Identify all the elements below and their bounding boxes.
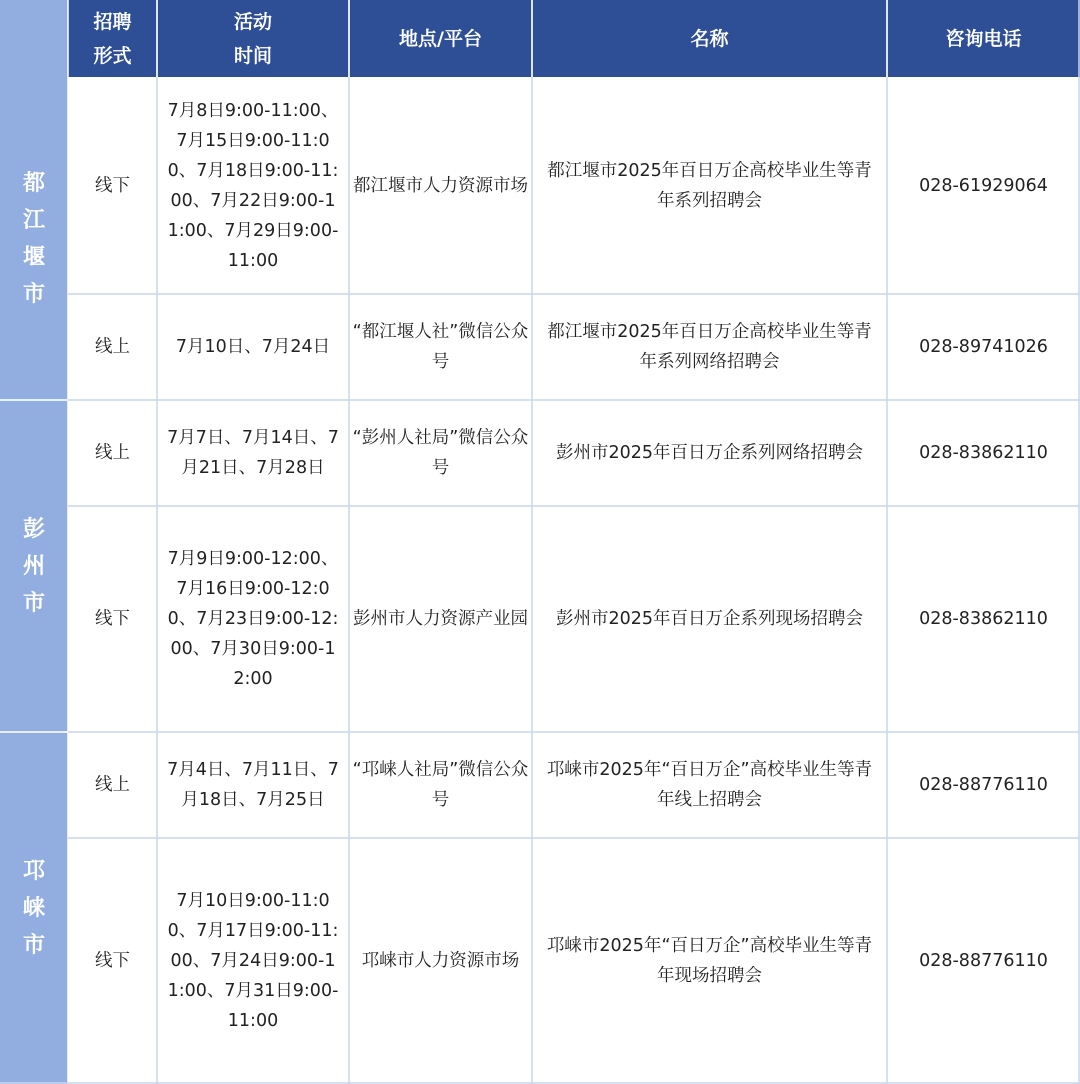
row-0-name: 都江堰市2025年百日万企高校毕业生等青年系列招聘会 [532, 77, 887, 294]
row-3-time: 7月9日9:00-12:00、7月16日9:00-12:00、7月23日9:00-12:00、7月30日9:00-12:00 [157, 506, 349, 732]
row-1-place: “都江堰人社”微信公众号 [349, 294, 532, 400]
header-corner [0, 0, 68, 77]
row-4-phone: 028-88776110 [887, 732, 1080, 838]
row-1-time: 7月10日、7月24日 [157, 294, 349, 400]
header-place: 地点/平台 [349, 0, 532, 77]
row-2-phone: 028-83862110 [887, 400, 1080, 506]
row-2-form: 线上 [68, 400, 157, 506]
row-0-place: 都江堰市人力资源市场 [349, 77, 532, 294]
header-time: 活动时间 [157, 0, 349, 77]
row-3-place: 彭州市人力资源产业园 [349, 506, 532, 732]
row-5-form: 线下 [68, 838, 157, 1084]
row-4-time: 7月4日、7月11日、7月18日、7月25日 [157, 732, 349, 838]
row-4-form: 线上 [68, 732, 157, 838]
row-2-time: 7月7日、7月14日、7月21日、7月28日 [157, 400, 349, 506]
row-3-form: 线下 [68, 506, 157, 732]
city-dujiangyan: 都江堰市 [0, 77, 68, 400]
row-0-time: 7月8日9:00-11:00、7月15日9:00-11:00、7月18日9:00-11:00、7月22日9:00-11:00、7月29日9:00-11:00 [157, 77, 349, 294]
row-3-name: 彭州市2025年百日万企系列现场招聘会 [532, 506, 887, 732]
row-1-form: 线上 [68, 294, 157, 400]
row-5-time: 7月10日9:00-11:00、7月17日9:00-11:00、7月24日9:00-11:00、7月31日9:00-11:00 [157, 838, 349, 1084]
city-pengzhou: 彭州市 [0, 400, 68, 732]
row-2-name: 彭州市2025年百日万企系列网络招聘会 [532, 400, 887, 506]
row-1-name: 都江堰市2025年百日万企高校毕业生等青年系列网络招聘会 [532, 294, 887, 400]
row-5-place: 邛崃市人力资源市场 [349, 838, 532, 1084]
row-2-place: “彭州人社局”微信公众号 [349, 400, 532, 506]
row-5-name: 邛崃市2025年“百日万企”高校毕业生等青年现场招聘会 [532, 838, 887, 1084]
row-5-phone: 028-88776110 [887, 838, 1080, 1084]
row-3-phone: 028-83862110 [887, 506, 1080, 732]
row-4-name: 邛崃市2025年“百日万企”高校毕业生等青年线上招聘会 [532, 732, 887, 838]
row-0-form: 线下 [68, 77, 157, 294]
row-1-phone: 028-89741026 [887, 294, 1080, 400]
row-0-phone: 028-61929064 [887, 77, 1080, 294]
header-form: 招聘形式 [68, 0, 157, 77]
header-phone: 咨询电话 [887, 0, 1080, 77]
header-name: 名称 [532, 0, 887, 77]
city-qionglai: 邛崃市 [0, 732, 68, 1084]
row-4-place: “邛崃人社局”微信公众号 [349, 732, 532, 838]
